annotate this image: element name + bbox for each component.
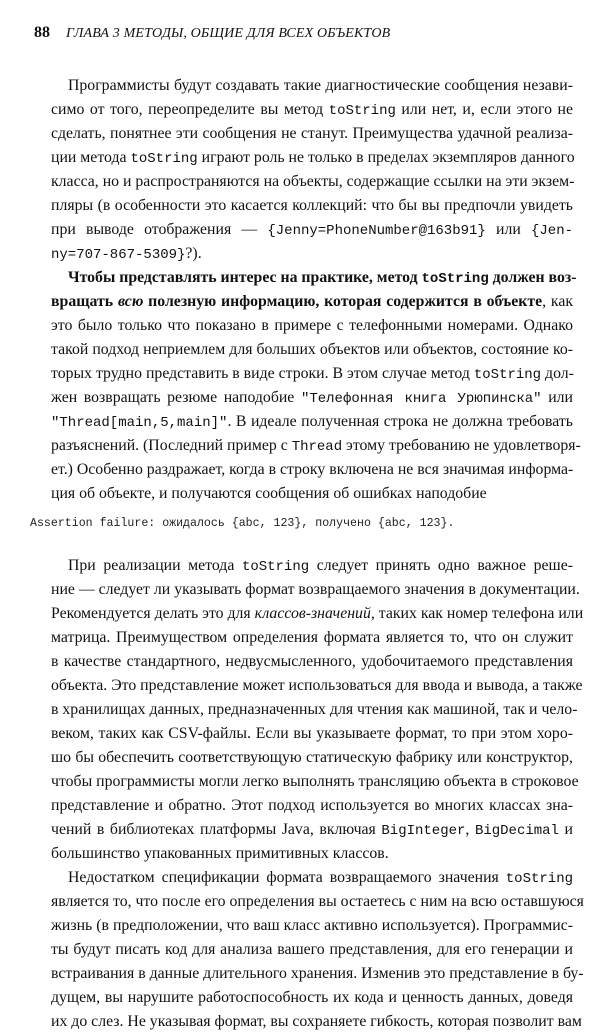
text-line: в хранилищах данных, предназначенных для чтения как машиной, так и чело-: [51, 701, 578, 718]
text-line: ny=707-867-5309}?).: [51, 245, 202, 263]
text-line: представление и обратно. Этот подход используется во многих классах зна-: [51, 797, 573, 814]
text-line: встраивания в данные длительного хранения. Изменив это представление в бу-: [51, 965, 584, 982]
text-line: вращать всю полезную информацию, которая содержится в объекте, как: [51, 293, 574, 310]
text-line: "Thread[main,5,main]". В идеале полученная строка не должна требовать: [51, 413, 573, 431]
text-line: их до слез. Не указывая формат, вы сохраняете гибкость, которая позволит вам: [51, 1013, 582, 1030]
text-line: пляры (в особенности это касается коллекций: что бы вы предпочли увидеть: [51, 197, 573, 214]
text-line: сделать, понятнее эти сообщения не станут. Преимущества удачной реализа-: [51, 125, 573, 142]
text-line: При реализации метода toString следует принять одно важное реше-: [68, 557, 573, 575]
text-line: симо от того, переопределите вы метод toString или нет, и, если этого не: [51, 101, 573, 119]
text-line: Чтобы представлять интерес на практике, метод toString должен воз-: [68, 269, 577, 287]
text-line: шо бы обеспечить соответствующую статическую фабрику или конструктор,: [51, 749, 573, 766]
text-line: ты будут писать код для анализа вашего представления, для его генерации и: [51, 941, 573, 958]
text-line: Недостатком спецификации формата возвращаемого значения toString: [68, 869, 573, 887]
text-line: жен возвращать резюме наподобие "Телефонная книга Урюпинска" или: [51, 389, 573, 407]
text-line: в качестве стандартного, недвусмысленного, удобочитаемого представления: [51, 653, 573, 670]
page-number: 88: [34, 24, 50, 41]
text-line: разъяснений. (Последний пример с Thread этому требованию не удовлетворя-: [51, 437, 581, 455]
text-line: матрица. Преимуществом определения формата является то, что он служит: [51, 629, 573, 646]
text-line: чтобы программисты могли легко выполнять трансляцию объекта в строковое: [51, 773, 579, 790]
text-line: такой подход неприемлем для больших объектов или объектов, состояние ко-: [51, 341, 573, 358]
text-line: класса, но и распространяются на объекты, содержащие ссылки на эти экзем-: [51, 173, 575, 190]
text-line: ция об объекте, и получаются сообщения об ошибках наподобие: [51, 485, 487, 502]
text-line: жизнь (в предположении, что ваш класс активно используется). Программис-: [51, 917, 573, 934]
text-line: ет.) Особенно раздражает, когда в строку включена не вся значимая информа-: [51, 461, 574, 478]
text-line: Рекомендуется делать это для классов-значений, таких как номер телефона или: [51, 605, 584, 622]
running-title: ГЛАВА 3 МЕТОДЫ, ОБЩИЕ ДЛЯ ВСЕХ ОБЪЕКТОВ: [66, 26, 391, 41]
text-line: дущем, вы нарушите работоспособность их кода и ценность данных, доведя: [51, 989, 573, 1006]
text-line: это было только что показано в примере с телефонными номерами. Однако: [51, 317, 573, 334]
text-line: Программисты будут создавать такие диагностические сообщения незави-: [68, 77, 573, 94]
text-line: является то, что после его определения вы остаетесь с ним на всю оставшуюся: [51, 893, 584, 910]
text-line: торых трудно представить в виде строки. В этом случае метод toString дол-: [51, 365, 574, 383]
text-line: чений в библиотеках платформы Java, включая BigInteger, BigDecimal и: [51, 821, 573, 839]
text-line: веком, таких как CSV-файлы. Если вы указываете формат, то при этом хоро-: [51, 725, 573, 742]
text-line: ние — следует ли указывать формат возвращаемого значения в документации.: [51, 581, 580, 598]
assertion-example: Assertion failure: ожидалось {abc, 123}, получено {abc, 123}.: [30, 517, 455, 530]
text-line: большинство упакованных примитивных классов.: [51, 845, 389, 862]
text-line: объекта. Это представление может использоваться для ввода и вывода, а также: [51, 677, 583, 694]
text-line: ции метода toString играют роль не только в пределах экземпляров данного: [51, 149, 575, 167]
text-line: при выводе отображения — {Jenny=PhoneNumber@163b91} или {Jen-: [51, 221, 573, 239]
page-header: [34, 24, 574, 46]
